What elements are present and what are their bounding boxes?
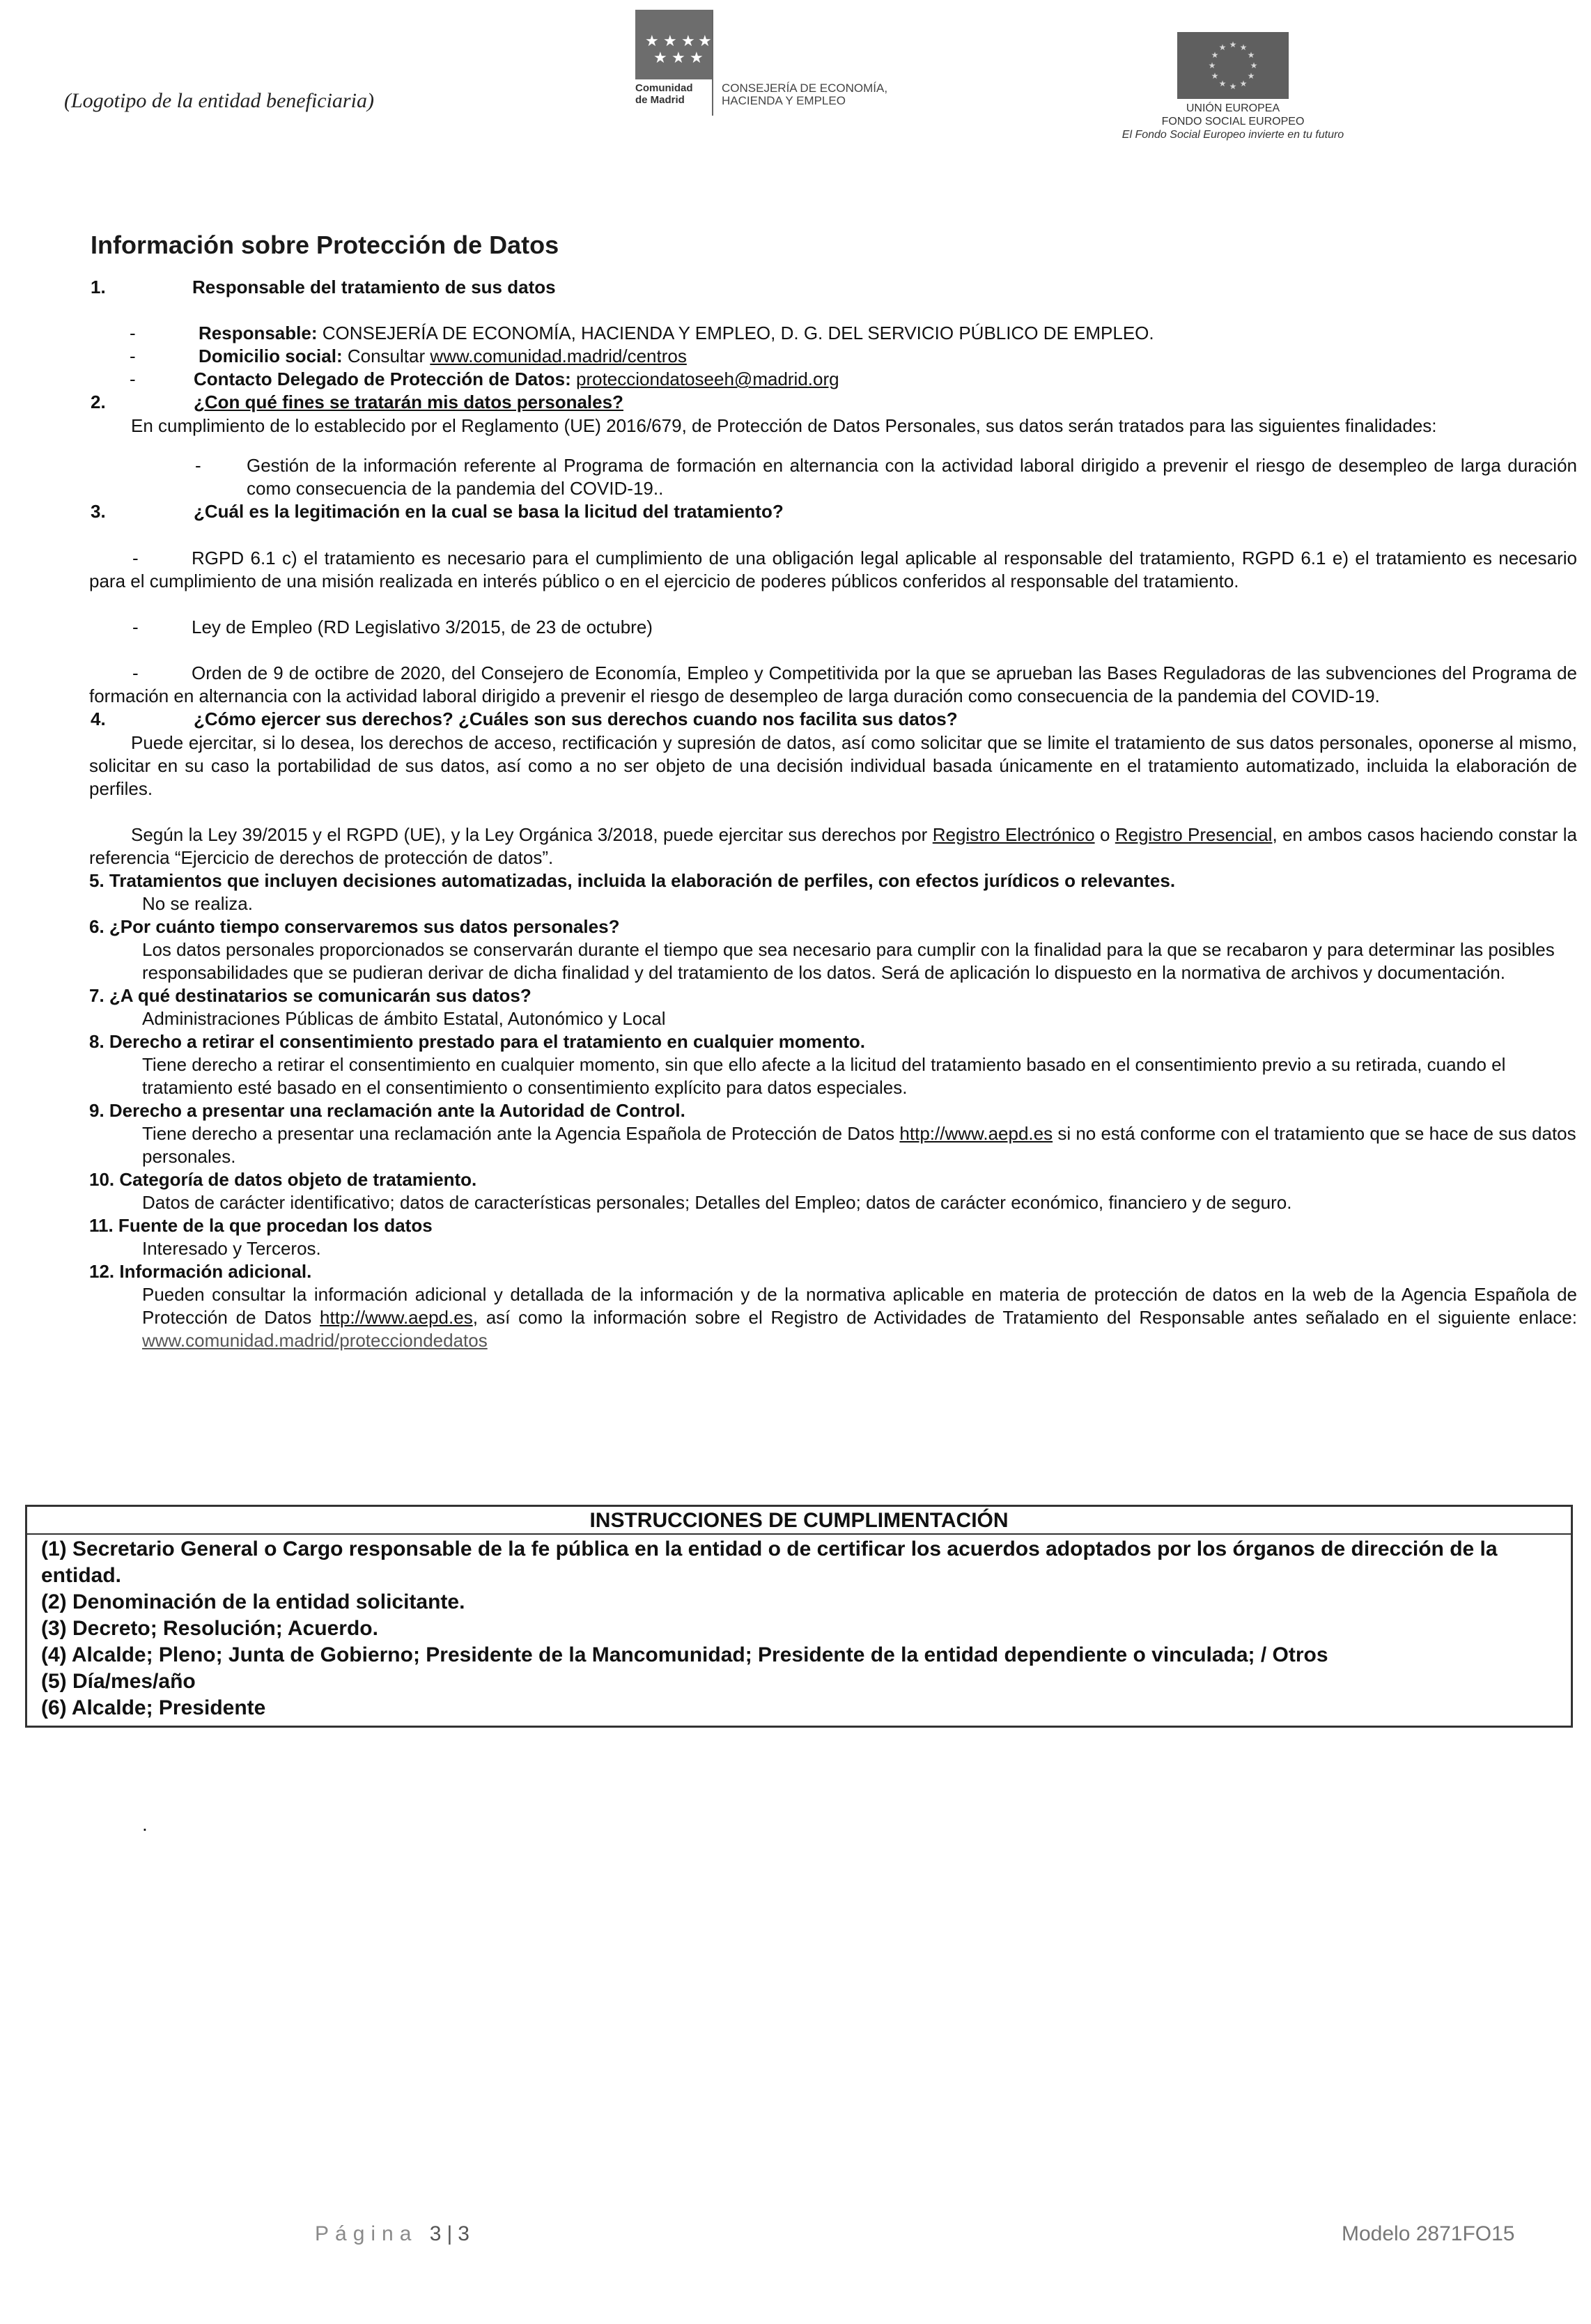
section-10-heading: 10. Categoría de datos objeto de tratamiento. [89,1169,477,1190]
section-heading-text: ¿Con qué fines se tratarán mis datos personales? [194,392,623,412]
section-1-heading [89,276,1577,300]
svg-text:★: ★ [1239,42,1248,52]
section-11-body: Interesado y Terceros. [142,1238,321,1259]
section-5-heading: 5. Tratamientos que incluyen decisiones automatizadas, incluida la elaboración de perfiles, con efectos jurídicos o relevantes. [89,870,1176,891]
logo-divider [712,11,713,116]
section-9-body: Tiene derecho a presentar una reclamación ante la Agencia Española de Protección de Datos http://www.aepd.es si no está conforme con el tratamiento que se hace de sus datos personales. [142,1123,1576,1167]
eu-fund-label: FONDO SOCIAL EUROPEO [1161,116,1305,127]
data-protection-content [89,230,1577,1352]
instructions-box [25,1505,1573,1728]
section-6-heading: 6. ¿Por cuánto tiempo conservaremos sus datos personales? [89,916,620,937]
svg-text:★: ★ [1229,82,1237,91]
section-12-body: Pueden consultar la información adicional y detallada de la información y de la normativa aplicable en materia de protección de datos en la web de la Agencia Española de Protección de Datos http://www.aepd.es, así como la información sobre el Registro de Actividades de Tratamiento del Responsable antes señalado en el siguiente enlace: www.comunidad.madrid/protecciondedatos [142,1284,1577,1351]
madrid-logo-name: Comunidad de Madrid [635,82,693,106]
madrid-department-name: CONSEJERÍA DE ECONOMÍA, HACIENDA Y EMPLEO [722,82,888,107]
domicilio-prefix: Consultar [342,346,430,366]
section-6-body: Los datos personales proporcionados se conservarán durante el tiempo que sea necesario para cumplir con la finalidad para la que se recabaron y para determinar las posibles responsabilidades que se pudieran derivar de dicha finalidad y del tratamiento de los datos. Será de aplicación lo dispuesto en la normativa de archivos y documentación. [142,939,1555,983]
eu-flag-icon [1177,32,1289,99]
list-item: (1) Secretario General o Cargo responsable de la fe pública en la entidad o de certificar los acuerdos adoptados por los órganos de dirección de la entidad. [41,1537,1498,1587]
aepd-link[interactable]: http://www.aepd.es [899,1123,1053,1144]
section-2-heading [89,391,1577,415]
section-3-heading [89,500,1577,524]
section-8-heading: 8. Derecho a retirar el consentimiento prestado para el tratamiento en cualquier momento. [89,1031,865,1052]
list-item: (4) Alcalde; Pleno; Junta de Gobierno; Presidente de la Mancomunidad; Presidente de la entidad dependiente o vinculada; / Otros [41,1643,1328,1666]
instructions-title: INSTRUCCIONES DE CUMPLIMENTACIÓN [27,1507,1571,1535]
section-5-body: No se realiza. [142,893,253,914]
list-item: - Contacto Delegado de Protección de Datos: protecciondatoseeh@madrid.org [130,369,839,389]
list-item: - Gestión de la información referente al Programa de formación en alternancia con la actividad laboral dirigido a prevenir el riesgo de desempleo de larga duración como consecuencia de la pandemia del COVID-19.. [195,455,1577,499]
svg-text:★: ★ [1218,79,1227,88]
section-heading-text: ¿Cómo ejercer sus derechos? ¿Cuáles son sus derechos cuando nos facilita sus datos? [194,708,958,729]
section-8-body: Tiene derecho a retirar el consentimiento en cualquier momento, sin que ello afecte a la licitud del tratamiento basado en el consentimiento previo a su retirada, cuando el tratamiento esté basado en el consentimiento o consentimiento explícito para datos especiales. [142,1054,1506,1098]
proteccion-datos-link[interactable]: www.comunidad.madrid/protecciondedatos [142,1330,488,1351]
svg-text:★: ★ [1247,50,1255,60]
svg-text:★: ★ [1218,42,1227,52]
centros-link[interactable]: www.comunidad.madrid/centros [430,346,687,366]
responsable-value: CONSEJERÍA DE ECONOMÍA, HACIENDA Y EMPLEO, D. G. DEL SERVICIO PÚBLICO DE EMPLEO. [317,323,1154,343]
madrid-flag-icon: ★ ★ ★ ★ ★ ★ ★ [635,10,713,79]
eu-tagline: El Fondo Social Europeo invierte en tu futuro [1122,129,1344,141]
section-11-heading: 11. Fuente de la que procedan los datos [89,1215,433,1236]
registro-presencial-link[interactable]: Registro Presencial [1115,824,1273,845]
list-item: (2) Denominación de la entidad solicitante. [41,1590,465,1613]
instructions-list [27,1535,1571,1726]
eu-union-label: UNIÓN EUROPEA [1186,102,1280,114]
section-number: 4. [91,708,106,729]
section-heading-text: ¿Cuál es la legitimación en la cual se basa la licitud del tratamiento? [194,501,784,522]
page-separator: | [447,2222,453,2245]
domicilio-label: Domicilio social: [199,346,343,366]
page-total: 3 [458,2222,469,2245]
svg-text:★: ★ [1239,79,1248,88]
page-title: Información sobre Protección de Datos [91,231,559,259]
section-number: 1. [91,277,106,297]
svg-text:★: ★ [1208,61,1216,70]
svg-text:★: ★ [1211,50,1219,60]
list-item: (5) Día/mes/año [41,1670,196,1693]
section-heading-text: Responsable del tratamiento de sus datos [192,277,556,297]
svg-text:★: ★ [1211,71,1219,81]
finalidad-text: Gestión de la información referente al Programa de formación en alternancia con la actividad laboral dirigido a prevenir el riesgo de desempleo de larga duración como consecuencia de la pandemia del COVID-19.. [247,455,1577,499]
section-number: 3. [91,501,106,522]
comunidad-madrid-logo [635,10,900,114]
page-current: 3 [429,2222,442,2245]
svg-text:★: ★ [1229,40,1237,49]
section-10-body: Datos de carácter identificativo; datos de características personales; Detalles del Empleo; datos de carácter económico, financiero y de seguro. [142,1192,1292,1213]
responsable-label: Responsable: [199,323,318,343]
page-label: Página [315,2222,418,2245]
dpo-email-link[interactable]: protecciondatoseeh@madrid.org [575,369,839,389]
section-number: 2. [91,392,106,412]
section-4-heading [89,708,1577,731]
eu-fse-logo [1108,32,1358,150]
svg-text:★: ★ [1247,71,1255,81]
aepd-link[interactable]: http://www.aepd.es [320,1307,473,1328]
list-item: (3) Decreto; Resolución; Acuerdo. [41,1617,378,1640]
list-item: - Responsable: CONSEJERÍA DE ECONOMÍA, HACIENDA Y EMPLEO, D. G. DEL SERVICIO PÚBLICO DE EMPLEO. [130,323,1154,343]
list-item: (6) Alcalde; Presidente [41,1696,266,1719]
legitimacion-item-1: - RGPD 6.1 c) el tratamiento es necesario para el cumplimiento de una obligación legal aplicable al responsable del tratamiento, RGPD 6.1 e) el tratamiento es necesario para el cumplimiento de una misión realizada en interés público o en el ejercicio de poderes públicos conferidos al responsable del tratamiento. [89,548,1577,591]
registro-electronico-link[interactable]: Registro Electrónico [932,824,1095,845]
list-item: - Domicilio social: Consultar www.comunidad.madrid/centros [130,346,687,366]
section-7-heading: 7. ¿A qué destinatarios se comunicarán sus datos? [89,985,531,1006]
dpo-label: Contacto Delegado de Protección de Datos: [194,369,571,389]
beneficiary-logo-placeholder: (Logotipo de la entidad beneficiaria) [64,89,374,112]
page-number [315,2222,469,2245]
model-code: Modelo 2871FO15 [1342,2222,1515,2245]
section-9-heading: 9. Derecho a presentar una reclamación ante la Autoridad de Control. [89,1100,685,1121]
section-2-intro: En cumplimiento de lo establecido por el Reglamento (UE) 2016/679, de Protección de Datos Personales, sus datos serán tratados para las siguientes finalidades: [131,415,1437,436]
legitimacion-item-2: - Ley de Empleo (RD Legislativo 3/2015, de 23 de octubre) [132,617,653,637]
stray-dot: . [142,1813,148,1835]
derechos-paragraph-1: Puede ejercitar, si lo desea, los derechos de acceso, rectificación y supresión de datos, así como solicitar que se limite el tratamiento de sus datos personales, oponerse al mismo, solicitar en su caso la portabilidad de sus datos, así como a no ser objeto de una decisión individual basada únicamente en el tratamiento automatizado, incluida la elaboración de perfiles. [89,732,1577,799]
svg-text:★: ★ [1250,61,1258,70]
legitimacion-item-3: - Orden de 9 de octibre de 2020, del Consejero de Economía, Empleo y Competitivida por la que se aprueban las Bases Reguladoras de las subvenciones del Programa de formación en alternancia con la actividad laboral dirigido a prevenir el riesgo de desempleo de larga duración como consecuencia de la pandemia del COVID-19. [89,663,1577,706]
section-12-heading: 12. Información adicional. [89,1261,312,1282]
section-7-body: Administraciones Públicas de ámbito Estatal, Autonómico y Local [142,1008,666,1029]
derechos-paragraph-2: Según la Ley 39/2015 y el RGPD (UE), y la Ley Orgánica 3/2018, puede ejercitar sus derechos por Registro Electrónico o Registro Presencial, en ambos casos haciendo constar la referencia “Ejercicio de derechos de protección de datos”. [89,824,1577,868]
